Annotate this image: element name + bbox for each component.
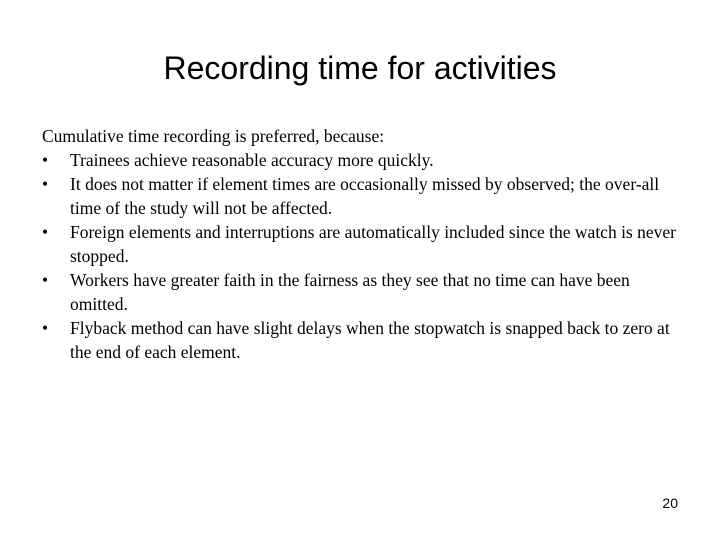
bullet-text: Workers have greater faith in the fairness as they see that no time can have been omitted.	[70, 270, 630, 314]
bullet-list	[42, 148, 692, 364]
bullet-icon: •	[42, 150, 49, 170]
intro-text: Cumulative time recording is preferred, because:	[42, 126, 385, 146]
bullet-item	[42, 220, 692, 268]
bullet-text: Trainees achieve reasonable accuracy more quickly.	[70, 150, 434, 170]
bullet-text: Flyback method can have slight delays when the stopwatch is snapped back to zero at the end of each element.	[70, 318, 670, 362]
bullet-item	[42, 172, 692, 220]
bullet-item	[42, 316, 692, 364]
bullet-icon: •	[42, 318, 49, 338]
bullet-icon: •	[42, 222, 49, 242]
slide-body	[42, 124, 692, 364]
bullet-text: It does not matter if element times are occasionally missed by observed; the over-all time of the study will not be affected.	[70, 174, 660, 218]
bullet-item	[42, 268, 692, 316]
bullet-text: Foreign elements and interruptions are automatically included since the watch is never stopped.	[70, 222, 676, 266]
bullet-icon: •	[42, 270, 49, 290]
bullet-item	[42, 148, 692, 172]
bullet-icon: •	[42, 174, 49, 194]
slide-title: Recording time for activities	[163, 50, 557, 86]
page-number: 20	[662, 495, 678, 511]
